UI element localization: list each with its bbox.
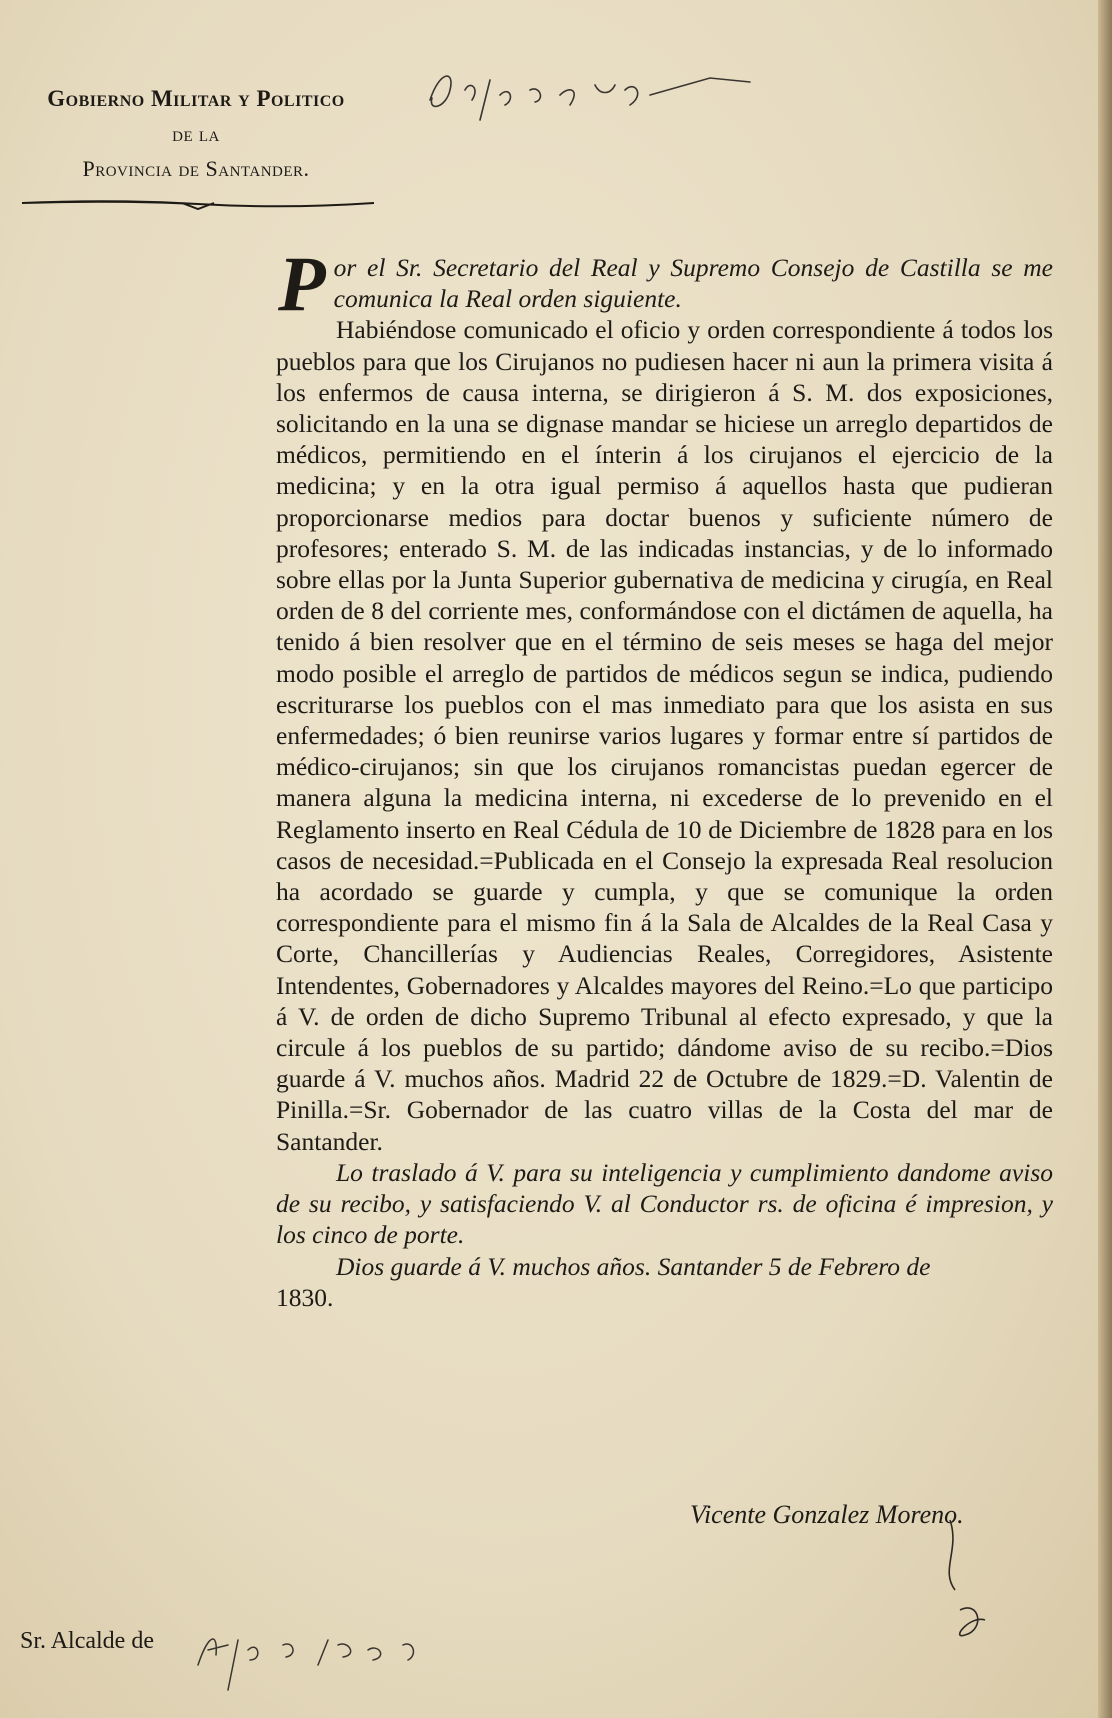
letterhead-line-1: Gobierno Militar y Politico	[47, 86, 345, 111]
signature-flourish	[930, 1510, 1010, 1650]
letterhead-line-2: de la	[172, 122, 220, 146]
letter-body	[276, 240, 1053, 1313]
letterhead-line-3: Provincia de Santander.	[82, 156, 310, 181]
royal-order-paragraph: Habiéndose comunicado el oficio y orden correspondiente á todos los pueblos para que los Cirujanos no pudiesen hacer ni aun la primera visita á los enfermos de causa interna, se dirigieron á S. M. dos exposiciones, solicitando en la una se dignase mandar se hiciese un arreglo departidos de médicos, permitiendo en el ínterin á los cirujanos el ejercicio de la medicina; y en la otra igual permiso á aquellos hasta que pudieran proporcionarse medios para doctar buenos y suficiente número de profesores; enterado S. M. de las indicadas instancias, y de lo informado sobre ellas por la Junta Superior gubernativa de medicina y cirugía, en Real orden de 8 del corriente mes, conformándose con el dictámen de aquella, ha tenido á bien resolver que en el término de seis meses se haga del mejor modo posible el arreglo de partidos de médicos segun se indica, pudiendo escriturarse los pueblos con el mas inmediato para que los asista en sus enfermedades; ó bien reunirse varios lugares y formar entre sí partidos de médico-cirujanos; sin que los cirujanos romancistas puedan egercer de manera alguna la medicina interna, ni excederse de lo prevenido en el Reglamento inserto en Real Cédula de 10 de Diciembre de 1828 para en los casos de necesidad.=Publicada en el Consejo la expresada Real resolucion ha acordado se guarde y cumpla, y que se comunique la orden correspondiente para el mismo fin á la Sala de Alcaldes de la Real Casa y Corte, Chancillerías y Audiencias Reales, Corregidores, Asistente Intendentes, Gobernadores y Alcaldes mayores del Reino.=Lo que participo á V. de orden de dicho Supremo Tribunal al efecto expresado, y que la circule á los pueblos de su partido; dándome aviso de su recibo.=Dios guarde á V. muchos años. Madrid 22 de Octubre de 1829.=D. Valentin de Pinilla.=Sr. Gobernador de las cuatro villas de la Costa del mar de Santander.	[276, 315, 1053, 1156]
date-text: Dios guarde á V. muchos años. Santander 5 de Febrero de	[336, 1251, 931, 1281]
intro-text: or el Sr. Secretario del Real y Supremo Consejo de Castilla se me comunica la Real orden siguiente.	[333, 253, 1053, 314]
page-edge	[1098, 0, 1112, 1718]
letterhead	[18, 84, 374, 184]
intro-paragraph	[276, 240, 1053, 327]
letterhead-rule	[22, 196, 374, 210]
closing-paragraph: Lo traslado á V. para su inteligencia y cumplimiento dandome aviso de su recibo, y satisfaciendo V. al Conductor rs. de oficina é impresion, y los cinco de porte.	[276, 1157, 1053, 1250]
addressee-label: Sr. Alcalde de	[20, 1628, 154, 1654]
signature: Vicente Gonzalez Moreno.	[690, 1500, 964, 1529]
date-line	[276, 1251, 1053, 1282]
drop-cap: P	[278, 240, 326, 327]
year: 1830.	[276, 1282, 334, 1312]
addressee-handwritten	[188, 1605, 468, 1695]
handwritten-annotation	[420, 60, 760, 130]
